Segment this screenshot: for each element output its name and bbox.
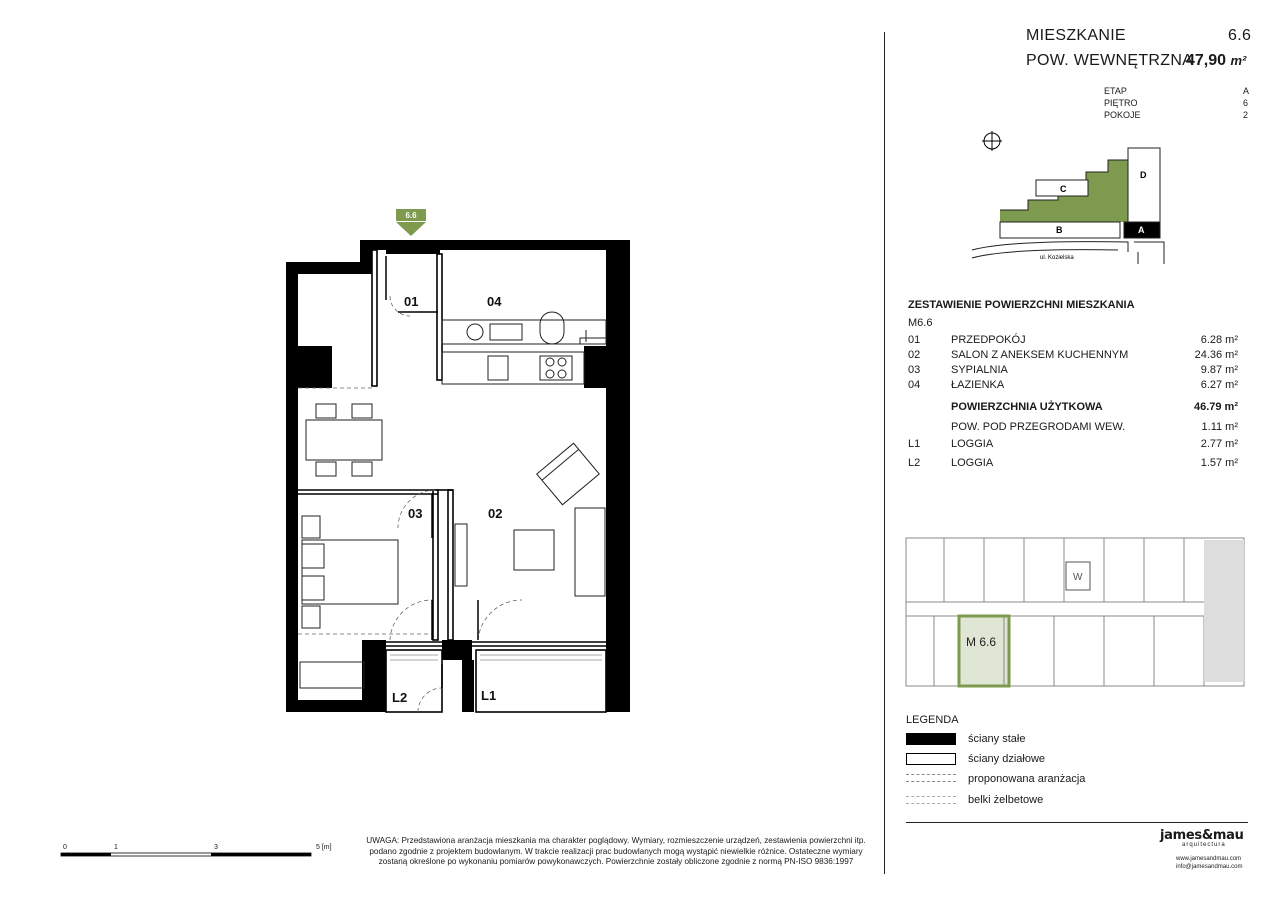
row-no: 03	[908, 364, 921, 376]
keyplan-label: M 6.6	[966, 635, 997, 649]
row-no: L1	[908, 438, 921, 450]
brand-logo: james&mau	[1160, 828, 1244, 843]
row-name: SALON Z ANEKSEM KUCHENNYM	[951, 349, 1129, 361]
scale-mark-1: 1	[114, 844, 118, 851]
area-value	[1186, 52, 1246, 70]
row-no: L2	[908, 457, 921, 469]
detail-etap-label: ETAP	[1104, 86, 1127, 96]
compass-icon	[982, 131, 1002, 151]
summary-loggia-l1	[908, 438, 1238, 452]
partition-label: POW. POD PRZEGRODAMI WEW.	[951, 421, 1126, 433]
legend-label-2: ściany działowe	[968, 753, 1046, 765]
doors	[386, 256, 478, 688]
room-label-03: 03	[408, 506, 423, 521]
apartment-number: 6.6	[1228, 27, 1252, 44]
row-name: LOGGIA	[951, 438, 994, 450]
legend-label-1: ściany stałe	[968, 733, 1026, 745]
area-number: 47,90	[1186, 52, 1227, 69]
detail-pokoje-value: 2	[1243, 110, 1249, 120]
summary-partition	[908, 421, 1238, 435]
legend-title: LEGENDA	[906, 714, 959, 726]
scale-bar	[61, 853, 311, 856]
usable-label: POWIERZCHNIA UŻYTKOWA	[951, 401, 1103, 413]
area-unit: m²	[1230, 53, 1247, 68]
scale-mark-5: 5 [m]	[316, 844, 332, 851]
legend-swatch-dashed	[906, 774, 956, 782]
legend-label-3: proponowana aranżacja	[968, 773, 1086, 785]
brand-web: www.jamesandmau.com	[1176, 856, 1242, 862]
apartment-title: MIESZKANIE	[1026, 27, 1126, 44]
summary-row-03	[908, 364, 1238, 378]
street-name: ul. Kozielska	[1040, 255, 1074, 261]
keyplan-elevator-label: W	[1073, 572, 1083, 583]
divider	[884, 32, 885, 874]
summary-code: M6.6	[908, 317, 933, 329]
partition-value: 1.11 m²	[1201, 421, 1238, 433]
row-no: 02	[908, 349, 921, 361]
site-label-c: C	[1060, 184, 1067, 194]
disclaimer-note: UWAGA: Przedstawiona aranżacja mieszkania ma charakter poglądowy. Wymiary, rozmieszczenie urządzeń, zestawienia powierzchni itp. podano zgodnie z projektem budowlanym. W trakcie realizacji prac budowlanych mogą wystąpić niewielkie różnice. Ostateczne wymiary zostaną określone po wykonaniu pomiarów powykonawczych. Powierzchnie zostały obliczone zgodnie z normą PN-ISO 9836:1997	[366, 836, 866, 866]
row-name: SYPIALNIA	[951, 364, 1008, 376]
footer-rule	[906, 822, 1248, 823]
site-label-d: D	[1140, 170, 1147, 180]
room-label-04: 04	[487, 294, 502, 309]
summary-row-01	[908, 334, 1238, 348]
detail-pietro-value: 6	[1243, 98, 1249, 108]
site-label-b: B	[1056, 225, 1063, 235]
site-label-a: A	[1138, 225, 1145, 235]
legend-label-4: belki żelbetowe	[968, 794, 1044, 806]
summary-usable	[908, 401, 1238, 415]
room-label-01: 01	[404, 294, 419, 309]
brand-email: info@jamesandmau.com	[1176, 864, 1243, 870]
detail-pokoje-label: POKOJE	[1104, 110, 1141, 120]
scale-mark-0: 0	[63, 844, 67, 851]
legend-swatch-beam	[906, 796, 956, 804]
row-no: 01	[908, 334, 921, 346]
row-name: ŁAZIENKA	[951, 379, 1005, 391]
row-name: PRZEDPOKÓJ	[951, 334, 1026, 346]
row-name: LOGGIA	[951, 457, 994, 469]
scale-mark-3: 3	[214, 844, 218, 851]
row-no: 04	[908, 379, 921, 391]
detail-etap-value: A	[1243, 86, 1250, 96]
site-plan	[968, 128, 1198, 268]
row-area: 9.87 m²	[1200, 364, 1238, 376]
entrance-marker-label: 6.6	[405, 211, 417, 220]
legend-swatch-solid	[906, 733, 956, 745]
key-plan	[904, 524, 1248, 690]
brand-sub: arquitectura	[1182, 842, 1226, 848]
row-area: 2.77 m²	[1200, 438, 1238, 450]
summary-title: ZESTAWIENIE POWIERZCHNI MIESZKANIA	[908, 299, 1135, 311]
loggia-hatch	[390, 655, 602, 660]
room-label-02: 02	[488, 506, 503, 521]
area-label: POW. WEWNĘTRZNA	[1026, 52, 1194, 69]
row-area: 1.57 m²	[1200, 457, 1238, 469]
room-label-l1: L1	[481, 688, 497, 703]
room-label-l2: L2	[392, 690, 408, 705]
legend-swatch-partition	[906, 753, 956, 765]
row-area: 6.27 m²	[1200, 379, 1238, 391]
row-area: 24.36 m²	[1194, 349, 1238, 361]
row-area: 6.28 m²	[1200, 334, 1238, 346]
partition-walls	[298, 250, 606, 712]
summary-loggia-l2	[908, 457, 1238, 471]
usable-value: 46.79 m²	[1193, 401, 1238, 413]
summary-row-04	[908, 379, 1238, 393]
detail-pietro-label: PIĘTRO	[1104, 98, 1138, 108]
summary-row-02	[908, 349, 1238, 363]
keyplan-highlight	[959, 616, 1009, 686]
